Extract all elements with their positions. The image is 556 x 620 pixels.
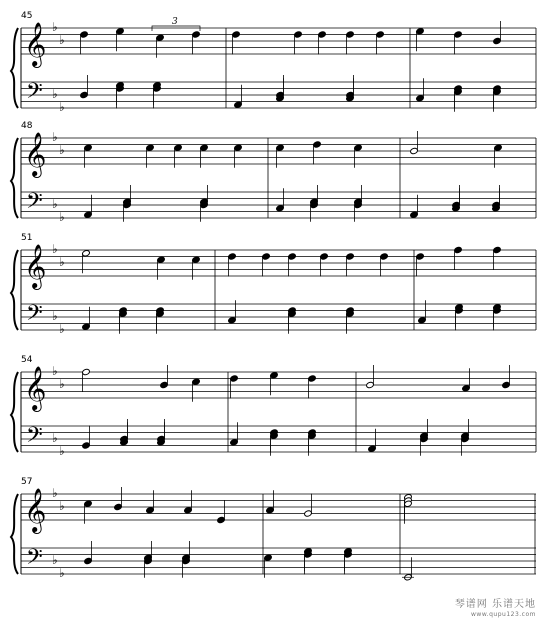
note-head (262, 253, 271, 260)
measure-number: 54 (21, 355, 33, 365)
flat-icon: ♭ (52, 486, 58, 500)
note-head (313, 141, 322, 148)
flat-icon: ♭ (59, 210, 65, 224)
note-head (192, 31, 201, 38)
note-head (80, 91, 89, 98)
system (11, 477, 536, 581)
note-head (80, 31, 89, 38)
note-head (84, 500, 93, 507)
note-head (192, 256, 201, 263)
note-head (157, 256, 166, 263)
bass-clef-icon: 𝄢 (26, 189, 43, 219)
system (11, 121, 536, 224)
note-head (376, 31, 385, 38)
note-head (288, 253, 297, 260)
note-head (217, 516, 226, 523)
note-head (82, 323, 91, 330)
note-head (354, 144, 363, 151)
triplet-bracket (152, 17, 200, 31)
note-head (380, 253, 389, 260)
note-head (200, 144, 209, 151)
triplet-number: 3 (172, 17, 178, 27)
watermark-url: www.qupu123.com (471, 611, 536, 618)
note-head (493, 246, 502, 253)
flat-icon: ♭ (52, 130, 58, 144)
note-head (192, 378, 201, 385)
note-head (410, 211, 419, 218)
note-head (304, 510, 313, 517)
note-head (416, 28, 425, 35)
flat-icon: ♭ (52, 20, 58, 34)
flat-icon: ♭ (59, 100, 65, 114)
note-head (160, 381, 169, 388)
flat-icon: ♭ (52, 364, 58, 378)
note-head (416, 253, 425, 260)
note-head (234, 101, 243, 108)
bass-clef-icon: 𝄢 (26, 423, 43, 453)
note-head (462, 385, 471, 392)
flat-icon: ♭ (59, 444, 65, 458)
note-head (116, 28, 125, 35)
flat-icon: ♭ (59, 322, 65, 336)
note-head (346, 31, 355, 38)
treble-staff (21, 372, 536, 398)
treble-clef-icon: 𝄞 (24, 488, 47, 532)
flat-icon: ♭ (59, 499, 65, 513)
flat-icon: ♭ (59, 143, 65, 157)
measure-number: 51 (21, 233, 33, 243)
brace (11, 494, 18, 574)
note-head (82, 250, 91, 257)
note-head (276, 205, 285, 212)
treble-clef-icon: 𝄞 (24, 366, 47, 410)
note-head (146, 144, 155, 151)
note-head (276, 144, 285, 151)
bass-clef-icon: 𝄢 (26, 301, 43, 331)
note-head (146, 507, 155, 514)
note-head (156, 34, 165, 41)
flat-icon: ♭ (52, 431, 58, 445)
treble-clef-icon: 𝄞 (24, 244, 47, 288)
note-head (494, 144, 503, 151)
flat-icon: ♭ (52, 553, 58, 567)
system (11, 233, 536, 336)
treble-staff (21, 494, 536, 520)
brace (11, 250, 18, 330)
note-head (320, 253, 329, 260)
note-head (366, 381, 375, 388)
note-head (368, 445, 377, 452)
flat-icon: ♭ (52, 309, 58, 323)
note-head (308, 375, 317, 382)
note-head (266, 507, 275, 514)
note-head (418, 317, 427, 324)
note-head (82, 368, 91, 375)
bass-staff (21, 426, 536, 452)
note-head (454, 31, 463, 38)
flat-icon: ♭ (52, 87, 58, 101)
note-head (294, 31, 303, 38)
note-head (454, 246, 463, 253)
measure-number: 48 (21, 121, 33, 131)
note-head (84, 557, 93, 564)
note-head (416, 95, 425, 102)
bass-staff (21, 548, 536, 574)
note-head (228, 253, 237, 260)
flat-icon: ♭ (59, 33, 65, 47)
note-head (234, 144, 243, 151)
watermark-title: 琴谱网 乐谱天地 (454, 599, 536, 610)
treble-staff (21, 250, 536, 276)
brace (11, 138, 18, 218)
treble-clef-icon: 𝄞 (24, 22, 47, 66)
note-head (228, 317, 237, 324)
note-head (230, 375, 239, 382)
system (11, 11, 536, 114)
note-head (114, 503, 123, 510)
note-head (174, 144, 183, 151)
watermark (455, 600, 536, 618)
flat-icon: ♭ (59, 566, 65, 580)
brace (11, 28, 18, 108)
note-head (318, 31, 327, 38)
note-head (346, 253, 355, 260)
note-head (232, 31, 241, 38)
system (11, 355, 536, 458)
note-head (410, 147, 419, 154)
note-head (84, 144, 93, 151)
bass-clef-icon: 𝄢 (26, 545, 43, 575)
note-head (82, 442, 91, 449)
flat-icon: ♭ (52, 242, 58, 256)
bass-clef-icon: 𝄢 (26, 79, 43, 109)
note-head (502, 381, 511, 388)
note-head (84, 211, 93, 218)
note-head (184, 507, 193, 514)
measure-number: 45 (21, 11, 33, 21)
brace (11, 372, 18, 452)
note-head (493, 37, 502, 44)
flat-icon: ♭ (59, 255, 65, 269)
flat-icon: ♭ (59, 377, 65, 391)
note-head (230, 439, 239, 446)
measure-number: 57 (21, 477, 33, 487)
note-head (270, 372, 279, 379)
note-head (264, 554, 273, 561)
flat-icon: ♭ (52, 197, 58, 211)
treble-clef-icon: 𝄞 (24, 132, 47, 176)
